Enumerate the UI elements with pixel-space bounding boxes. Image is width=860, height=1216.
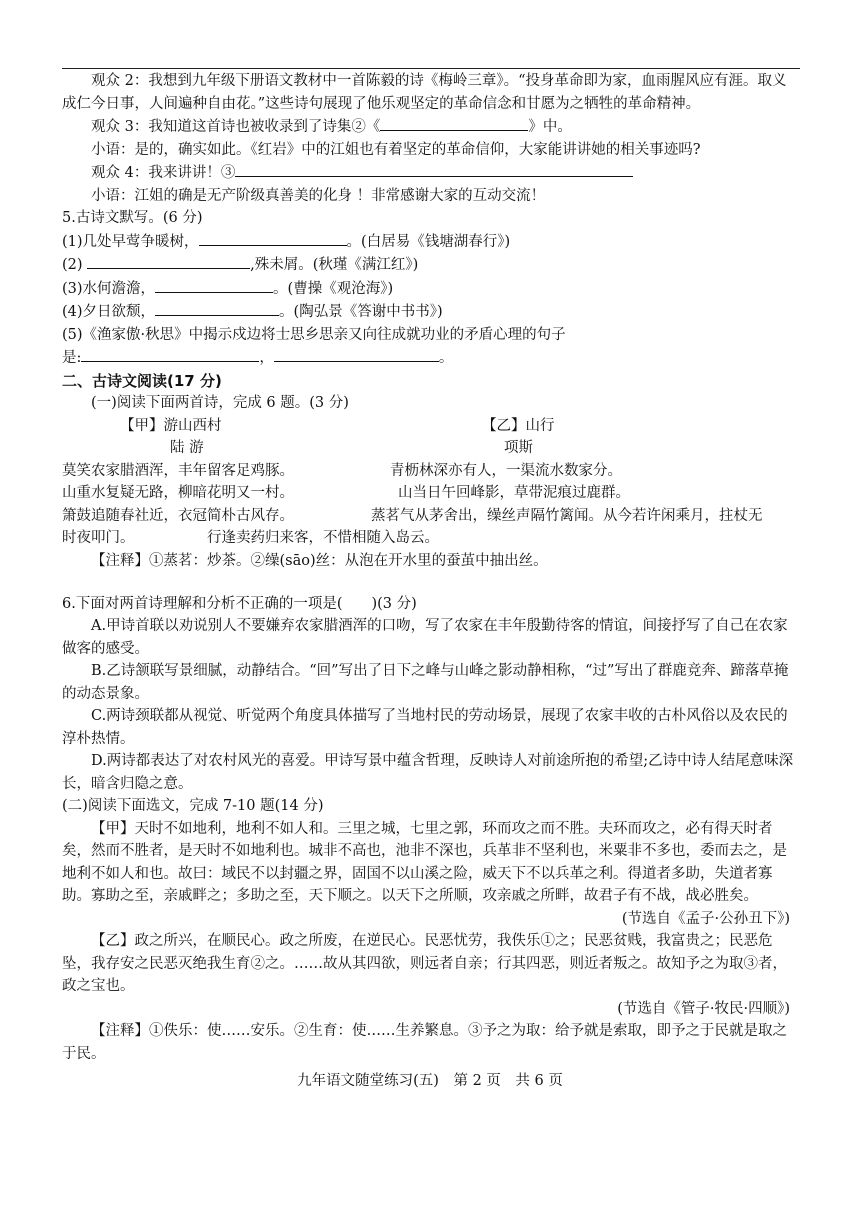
q5-2-source: ,殊未屑。(秋瑾《满江红》) bbox=[250, 257, 419, 273]
poem-yi-line-4: 行逢卖药归来客，不惜相随入岛云。 bbox=[207, 530, 439, 546]
prose-jia: 【甲】天时不如地利，地利不如人和。三里之城，七里之郭，环而攻之而不胜。夫环而攻之，必有得天时者矣，然而不胜者，是天时不如地利也。城非不高也，池非不深也，兵革非不坚利也，米粟非不多也，委而去之，是地利不如人和也。故曰：域民不以封疆之界，固国不以山溪之险，威天下不以兵革之利。得道者多助，失道者寡助。寡助之至，亲戚畔之；多助之至，天下顺之。以天下之所顺，攻亲戚之所畔，故君子有不战，战必胜矣。 bbox=[62, 820, 787, 904]
q6-option-a[interactable]: A.甲诗首联以劝说别人不要嫌弃农家腊酒浑的口吻，写了农家在丰年殷勤待客的情谊，间接抒写了自己在农家做客的感受。 bbox=[62, 618, 788, 657]
prose-jia-source: (节选自《孟子·公孙丑下》) bbox=[621, 910, 790, 927]
audience-3-text: 观众 3：我知道这首诗也被收录到了诗集②《 bbox=[91, 119, 381, 135]
q5-item-2 bbox=[62, 253, 800, 277]
poem-jia-author: 陆 游 bbox=[170, 440, 204, 456]
section-2-sub-1: (一)阅读下面两首诗，完成 6 题。(3 分) bbox=[91, 395, 349, 411]
audience-3-tail: 》中。 bbox=[528, 119, 572, 135]
audience-4-text: 观众 4：我来讲讲！③ bbox=[91, 165, 236, 181]
q5-1-source: 。(白居易《钱塘湖春行》) bbox=[346, 233, 511, 250]
q5-item-5: (5)《渔家傲·秋思》中揭示戍边将士思乡思亲又向往成就功业的矛盾心理的句子 bbox=[62, 326, 566, 343]
poem-yi-line-1: 青枥林深亦有人，一渠流水数家分。 bbox=[390, 462, 622, 479]
q5-4-blank[interactable] bbox=[155, 300, 279, 316]
q5-5-comma: ， bbox=[259, 350, 274, 366]
poem-jia-title: 【甲】游山西村 bbox=[120, 417, 222, 434]
audience-2-text: 观众 2：我想到九年级下册语文教材中一首陈毅的诗《梅岭三章》。“投身革命即为家，血雨腥风应有涯。取义成仁今日事，人间遍种自由花。”这些诗句展现了他乐观坚定的革命信念和甘愿为之牺牲的革命精神。 bbox=[62, 73, 787, 112]
poem-yi-title: 【乙】山行 bbox=[482, 417, 555, 434]
page-footer: 九年语文随堂练习(五) 第 2 页 共 6 页 bbox=[297, 1073, 563, 1089]
poem-yi-author: 项斯 bbox=[504, 440, 533, 456]
q5-5-period: 。 bbox=[438, 350, 454, 366]
section-2-sub-2: (二)阅读下面选文，完成 7-10 题(14 分) bbox=[62, 798, 324, 814]
q5-item-5-answer bbox=[62, 346, 800, 370]
poem-yi-line-3: 蒸茗气从茅舍出，缲丝声隔竹篱闻。从今若许闲乘月，拄杖无 bbox=[371, 507, 763, 524]
prose-note: 【注释】①佚乐：使……安乐。②生育：使……生养繁息。③予之为取：给予就是索取，即予之于民就是取之于民。 bbox=[62, 1023, 787, 1062]
q5-4-prompt: (4)夕日欲颓， bbox=[62, 304, 156, 320]
q5-item-4 bbox=[62, 300, 800, 324]
q5-3-prompt: (3)水何澹澹， bbox=[62, 280, 156, 297]
poem-jia-line-4: 时夜叩门。 bbox=[62, 530, 135, 546]
section-2-title: 二、古诗文阅读(17 分) bbox=[62, 371, 222, 390]
q5-item-3 bbox=[62, 277, 800, 301]
audience-3-line bbox=[62, 115, 800, 139]
answer-blank-3[interactable] bbox=[235, 161, 633, 177]
poem-yi-line-2: 山当日午回峰影，草带泥痕过鹿群。 bbox=[398, 485, 630, 501]
q6-stem: 6.下面对两首诗理解和分析不正确的一项是( )(3 分) bbox=[62, 595, 417, 612]
answer-blank-2[interactable] bbox=[380, 115, 528, 131]
q5-item-1 bbox=[62, 230, 800, 254]
q5-4-source: 。(陶弘景《答谢中书书》) bbox=[279, 304, 443, 320]
prose-yi: 【乙】政之所兴，在顺民心。政之所废，在逆民心。民恶忧劳，我佚乐①之；民恶贫贱，我富贵之；民恶危坠，我存安之民恶灭绝我生育②之。……故从其四欲，则远者自亲；行其四恶，则近者叛之。故知予之为取③者，政之宝也。 bbox=[62, 933, 787, 994]
poem-jia-line-2: 山重水复疑无路，柳暗花明又一村。 bbox=[62, 485, 294, 501]
q5-2-prompt: (2) bbox=[62, 257, 88, 273]
poem-jia-line-1: 莫笑农家腊酒浑，丰年留客足鸡豚。 bbox=[62, 462, 294, 479]
xiaoyu-question: 小语：是的，确实如此。《红岩》中的江姐也有着坚定的革命信仰，大家能讲讲她的相关事迹吗? bbox=[91, 141, 701, 158]
poems-note: 【注释】①蒸茗：炒茶。②缲(sāo)丝：从泡在开水里的蚕茧中抽出丝。 bbox=[91, 552, 548, 569]
exam-page bbox=[62, 62, 800, 1065]
q5-5-blank-a[interactable] bbox=[81, 346, 259, 362]
q5-title: 5.古诗文默写。(6 分) bbox=[62, 210, 203, 226]
q5-2-blank[interactable] bbox=[87, 253, 250, 269]
q6-option-d[interactable]: D.两诗都表达了对农村风光的喜爱。甲诗写景中蕴含哲理，反映诗人对前途所抱的希望;乙诗中诗人结尾意味深长，暗含归隐之意。 bbox=[62, 753, 794, 792]
q6-option-b[interactable]: B.乙诗颔联写景细腻，动静结合。“回”写出了日下之峰与山峰之影动静相称，“过”写出了群鹿竞奔、蹄落草掩的动态景象。 bbox=[62, 663, 789, 702]
q5-5-label: 是: bbox=[62, 350, 82, 366]
q5-1-prompt: (1)几处早莺争暖树， bbox=[62, 233, 199, 250]
q5-5-blank-b[interactable] bbox=[274, 346, 439, 362]
poem-jia-line-3: 箫鼓追随春社近，衣冠简朴古风存。 bbox=[62, 507, 294, 524]
q5-3-blank[interactable] bbox=[155, 277, 273, 293]
xiaoyu-closing: 小语：江姐的确是无产阶级真善美的化身 ！非常感谢大家的互动交流！ bbox=[91, 187, 546, 204]
prose-yi-source: (节选自《管子·牧民·四顺》) bbox=[617, 1000, 790, 1017]
audience-4-line bbox=[62, 161, 800, 185]
q5-1-blank[interactable] bbox=[199, 230, 347, 246]
poems-block bbox=[62, 415, 800, 593]
q6-option-c[interactable]: C.两诗颈联都从视觉、听觉两个角度具体描写了当地村民的劳动场景，展现了农家丰收的古朴风俗以及农民的淳朴热情。 bbox=[62, 708, 788, 747]
q5-3-source: 。(曹操《观沧海》) bbox=[273, 280, 394, 297]
